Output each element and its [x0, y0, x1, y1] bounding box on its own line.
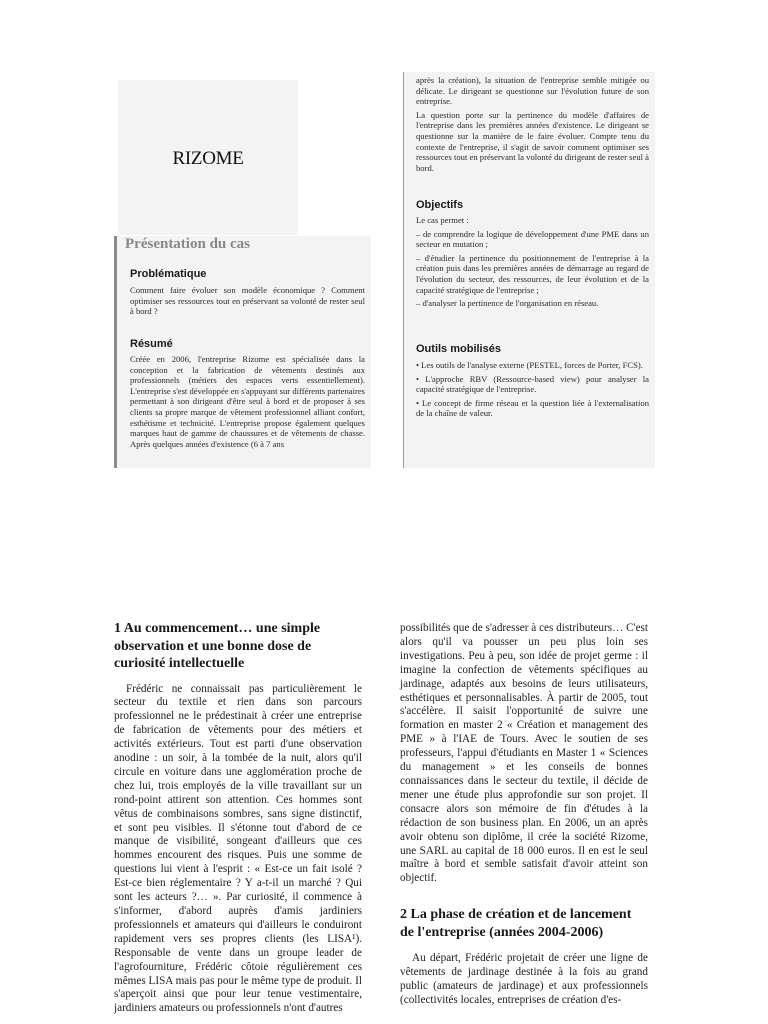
objectifs-item: – de comprendre la logique de développement d'une PME dans un secteur en mutation ; [416, 228, 649, 250]
problematique-title: Problématique [130, 268, 207, 280]
case-details-panel [403, 72, 655, 468]
objectifs-item: – d'analyser la pertinence de l'organisation en réseau. [416, 298, 599, 309]
section2-title: 2 La phase de création et de lancement de l'entreprise (années 2004-2006) [400, 907, 632, 940]
presentation-heading: Présentation du cas [125, 236, 250, 252]
section1-body [114, 683, 362, 1017]
problematique-text: Comment faire évoluer son modèle économique ? Comment optimiser ses ressources tout en préservant sa volonté de rester seul à bord ? [130, 285, 365, 317]
presentation-panel [114, 236, 371, 468]
section1-paragraph: Frédéric ne connaissait pas particulièrement le secteur du textile et rien dans son parcours professionnel ne le prédestinait à créer une entreprise de fabrication de vêtements pour des métiers et activités extérieurs. Tout est parti d'une observation anodine : un soir, à la tombée de la nuit, alors qu'il circule en voiture dans une agglomération proche de chez lui, trois employés de la ville travaillant sur un rond-point attirent son attention. Ces hommes sont vêtus de combinaisons sombres, sans signe distinctif, et sont peu visibles. Il s'étonne tout d'abord de ce manque de visibilité, songeant d'ailleurs que ces hommes encourent des risques. Puis une somme de questions lui vient à l'esprit : « Est-ce un fait isolé ? Est-ce bien réglementaire ? Y a-t-il un marché ? Qui sont les acteurs ?… ». Par curiosité, il commence à s'informer, d'abord auprès d'amis jardiniers professionnels et amateurs qui d'ailleurs le conduiront rapidement vers ses propres clients (les LISA¹). Responsable de vente dans un groupe leader de l'agrofourniture, Frédéric côtoie régulièrement ces mêmes LISA mais pas pour le même type de produit. Il s'aperçoit ainsi que pour leur tenue vestimentaire, jardiniers amateurs ou professionnels n'ont d'autres [114, 682, 362, 1015]
outils-title: Outils mobilisés [416, 343, 501, 355]
objectifs-item: – d'étudier la pertinence du positionnement de l'entreprise à la création puis dans les premières années de démarrage au regard de l'évolution du secteur, des ressources, de leur évolution et de la capacité stratégique de l'entreprise ; [416, 252, 649, 295]
outils-item: • Les outils de l'analyse externe (PESTEL, forces de Porter, FCS). [416, 360, 643, 370]
cover-title: RIZOME [172, 148, 244, 169]
section2-paragraph: Au départ, Frédéric projetait de créer une ligne de vêtements de jardinage destinée à la fois au grand public (amateurs de jardinage) et aux professionnels (collectivités locales, entreprises de création d'es- [400, 952, 648, 1006]
case-continuation [416, 75, 649, 176]
objectifs-title: Objectifs [416, 199, 464, 211]
section1 [114, 620, 362, 1016]
continuation-paragraph: La question porte sur la pertinence du modèle d'affaires de l'entreprise dans les premières années d'existence. Le dirigeant se questionne sur la manière de le faire évoluer. Compte tenu du contexte de l'entreprise, il s'agit de savoir comment optimiser ses ressources tout en préservant la volonté du dirigeant de rester seul à bord. [416, 109, 649, 173]
objectifs-list [416, 215, 649, 312]
outils-list [416, 360, 649, 422]
resume-text: Créée en 2006, l'entreprise Rizome est spécialisée dans la conception et la fabrication de vêtements destinés aux professionnels (métiers des espaces verts essentiellement). L'entreprise s'est développée en s'appuyant sur différents partenaires permettant à son dirigeant d'être seul à bord et de proposer à ses clients sa propre marque de vêtement professionnel alliant confort, esthétisme et technicité. L'entreprise propose également quelques marques haut de gamme de chaussures et de vêtements de chasse. Après quelques années d'existence (6 à 7 ans [130, 354, 365, 449]
section1-title: 1 Au commencement… une simple observation et une bonne dose de curiosité intellectuelle [114, 621, 321, 671]
outils-item: • Le concept de firme réseau et la question liée à l'externalisation de la chaîne de valeur. [416, 397, 649, 419]
section2-body [400, 952, 648, 1008]
outils-item: • L'approche RBV (Ressource-based view) pour analyser la capacité stratégique de l'entreprise. [416, 373, 649, 395]
resume-title: Résumé [130, 338, 173, 350]
section1-continuation [400, 622, 648, 886]
objectifs-intro: Le cas permet : [416, 215, 469, 225]
continuation-paragraph: possibilités que de s'adresser à ces distributeurs… C'est alors qu'il va pousser un peu plus loin ses investigations. Peu à peu, son idée de projet germe : il imagine la confection de vêtements spécifiques au jardinage, adaptés aux besoins de leurs utilisateurs, esthétiques et personnalisables. À partir de 2005, tout s'accélère. Il saisit l'opportunité de suivre une formation en master 2 « Création et management des PME » à l'IAE de Tours. Avec le soutien de ses professeurs, l'appui d'étudiants en Master 1 « Sciences du management » et les conseils de bonnes connaissances dans le secteur du textile, il décide de mener une étude plus approfondie sur son projet. Il consacre alors son mémoire de fin d'études à la rédaction de son business plan. En 2006, un an après avoir obtenu son diplôme, il crée la société Rizome, une SARL au capital de 18 000 euros. Il en est le seul maître à bord et semble satisfait d'avoir atteint son objectif. [400, 622, 648, 885]
right-column [400, 622, 648, 1008]
cover-panel [118, 80, 298, 235]
continuation-paragraph: après la création), la situation de l'entreprise semble mitigée ou délicate. Le dirigeant se questionne sur l'évolution future de son entreprise. [416, 75, 649, 107]
